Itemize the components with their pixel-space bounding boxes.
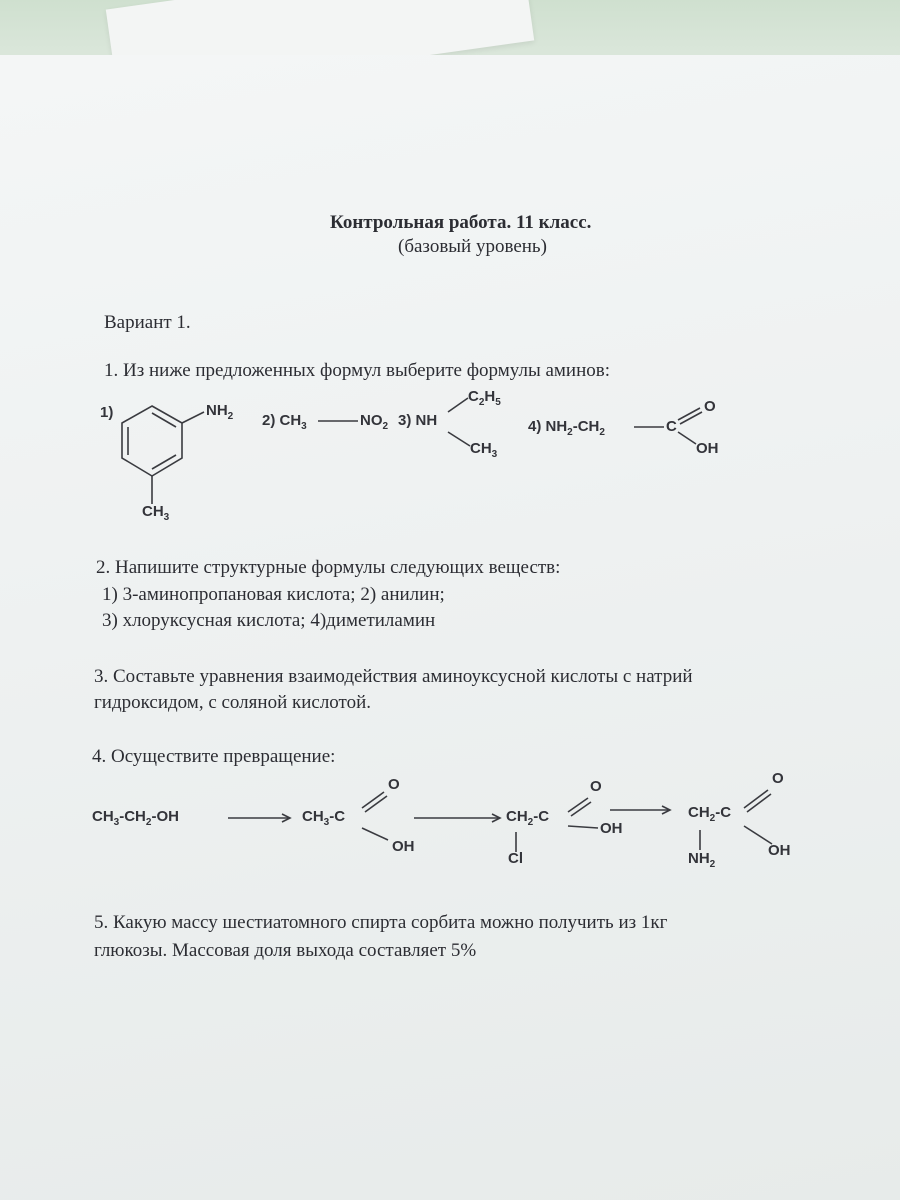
scheme-acetic-acid: $CH_3-C$ bbox=[302, 808, 346, 828]
formula-3-nh: 3) NH bbox=[398, 412, 438, 429]
scheme-ethanol: $CH_3-CH_2-OH$ bbox=[92, 808, 179, 828]
scheme-glycine-nh2: $NH_2$ bbox=[688, 850, 716, 870]
formula-4-c: C bbox=[666, 418, 677, 435]
question-5-line-2: глюкозы. Массовая доля выхода составляет 5% bbox=[94, 940, 477, 961]
formula-4-oh: OH bbox=[696, 440, 719, 457]
scheme-chloroacetic-acid-oh: OH bbox=[600, 820, 623, 837]
scheme-glycine-oh: OH bbox=[768, 842, 791, 859]
question-2-line-2: 3) хлоруксусная кислота; 4)диметиламин bbox=[102, 610, 436, 631]
question-5-line-1: 5. Какую массу шестиатомного спирта сорбита можно получить из 1кг bbox=[94, 912, 668, 933]
question-3-line-2: гидроксидом, с соляной кислотой. bbox=[94, 692, 372, 713]
variant-label: Вариант 1. bbox=[104, 312, 191, 333]
question-4-text: 4. Осуществите превращение: bbox=[92, 746, 336, 767]
page-subtitle: (базовый уровень) bbox=[398, 236, 547, 257]
scheme-glycine: $CH_2-C$ bbox=[688, 804, 732, 824]
scheme-chloroacetic-acid-o: O bbox=[590, 778, 602, 795]
formula-3-ch3: $CH_3$ bbox=[470, 440, 498, 460]
scheme-chloroacetic-acid: $CH_2-C$ bbox=[506, 808, 550, 828]
question-3-line-1: 3. Составьте уравнения взаимодействия аминоуксусной кислоты с натрий bbox=[94, 666, 693, 687]
scheme-acetic-acid-oh: OH bbox=[392, 838, 415, 855]
formula-2-no2: $NO_2$ bbox=[360, 412, 389, 432]
formula-3-c2h5: $C_2H_5$ bbox=[468, 388, 501, 408]
scheme-glycine-o: O bbox=[772, 770, 784, 787]
formula-1-ch3: $CH_3$ bbox=[142, 503, 170, 523]
scheme-chloroacetic-acid-cl: Cl bbox=[508, 850, 523, 867]
question-2-line-1: 1) 3-аминопропановая кислота; 2) анилин; bbox=[102, 584, 445, 605]
formula-4-chain: 4) $NH_2-CH_2$ bbox=[528, 418, 605, 438]
question-2-text: 2. Напишите структурные формулы следующих веществ: bbox=[96, 557, 561, 578]
formula-2-ch3: 2) $CH_3$ bbox=[262, 412, 307, 432]
formula-4-o: O bbox=[704, 398, 716, 415]
formula-1-nh2: $NH_2$ bbox=[206, 402, 234, 422]
scheme-acetic-acid-o: O bbox=[388, 776, 400, 793]
formula-1-number: 1) bbox=[100, 404, 114, 421]
question-1-text: 1. Из ниже предложенных формул выберите формулы аминов: bbox=[104, 360, 610, 381]
page-title: Контрольная работа. 11 класс. bbox=[330, 212, 592, 233]
